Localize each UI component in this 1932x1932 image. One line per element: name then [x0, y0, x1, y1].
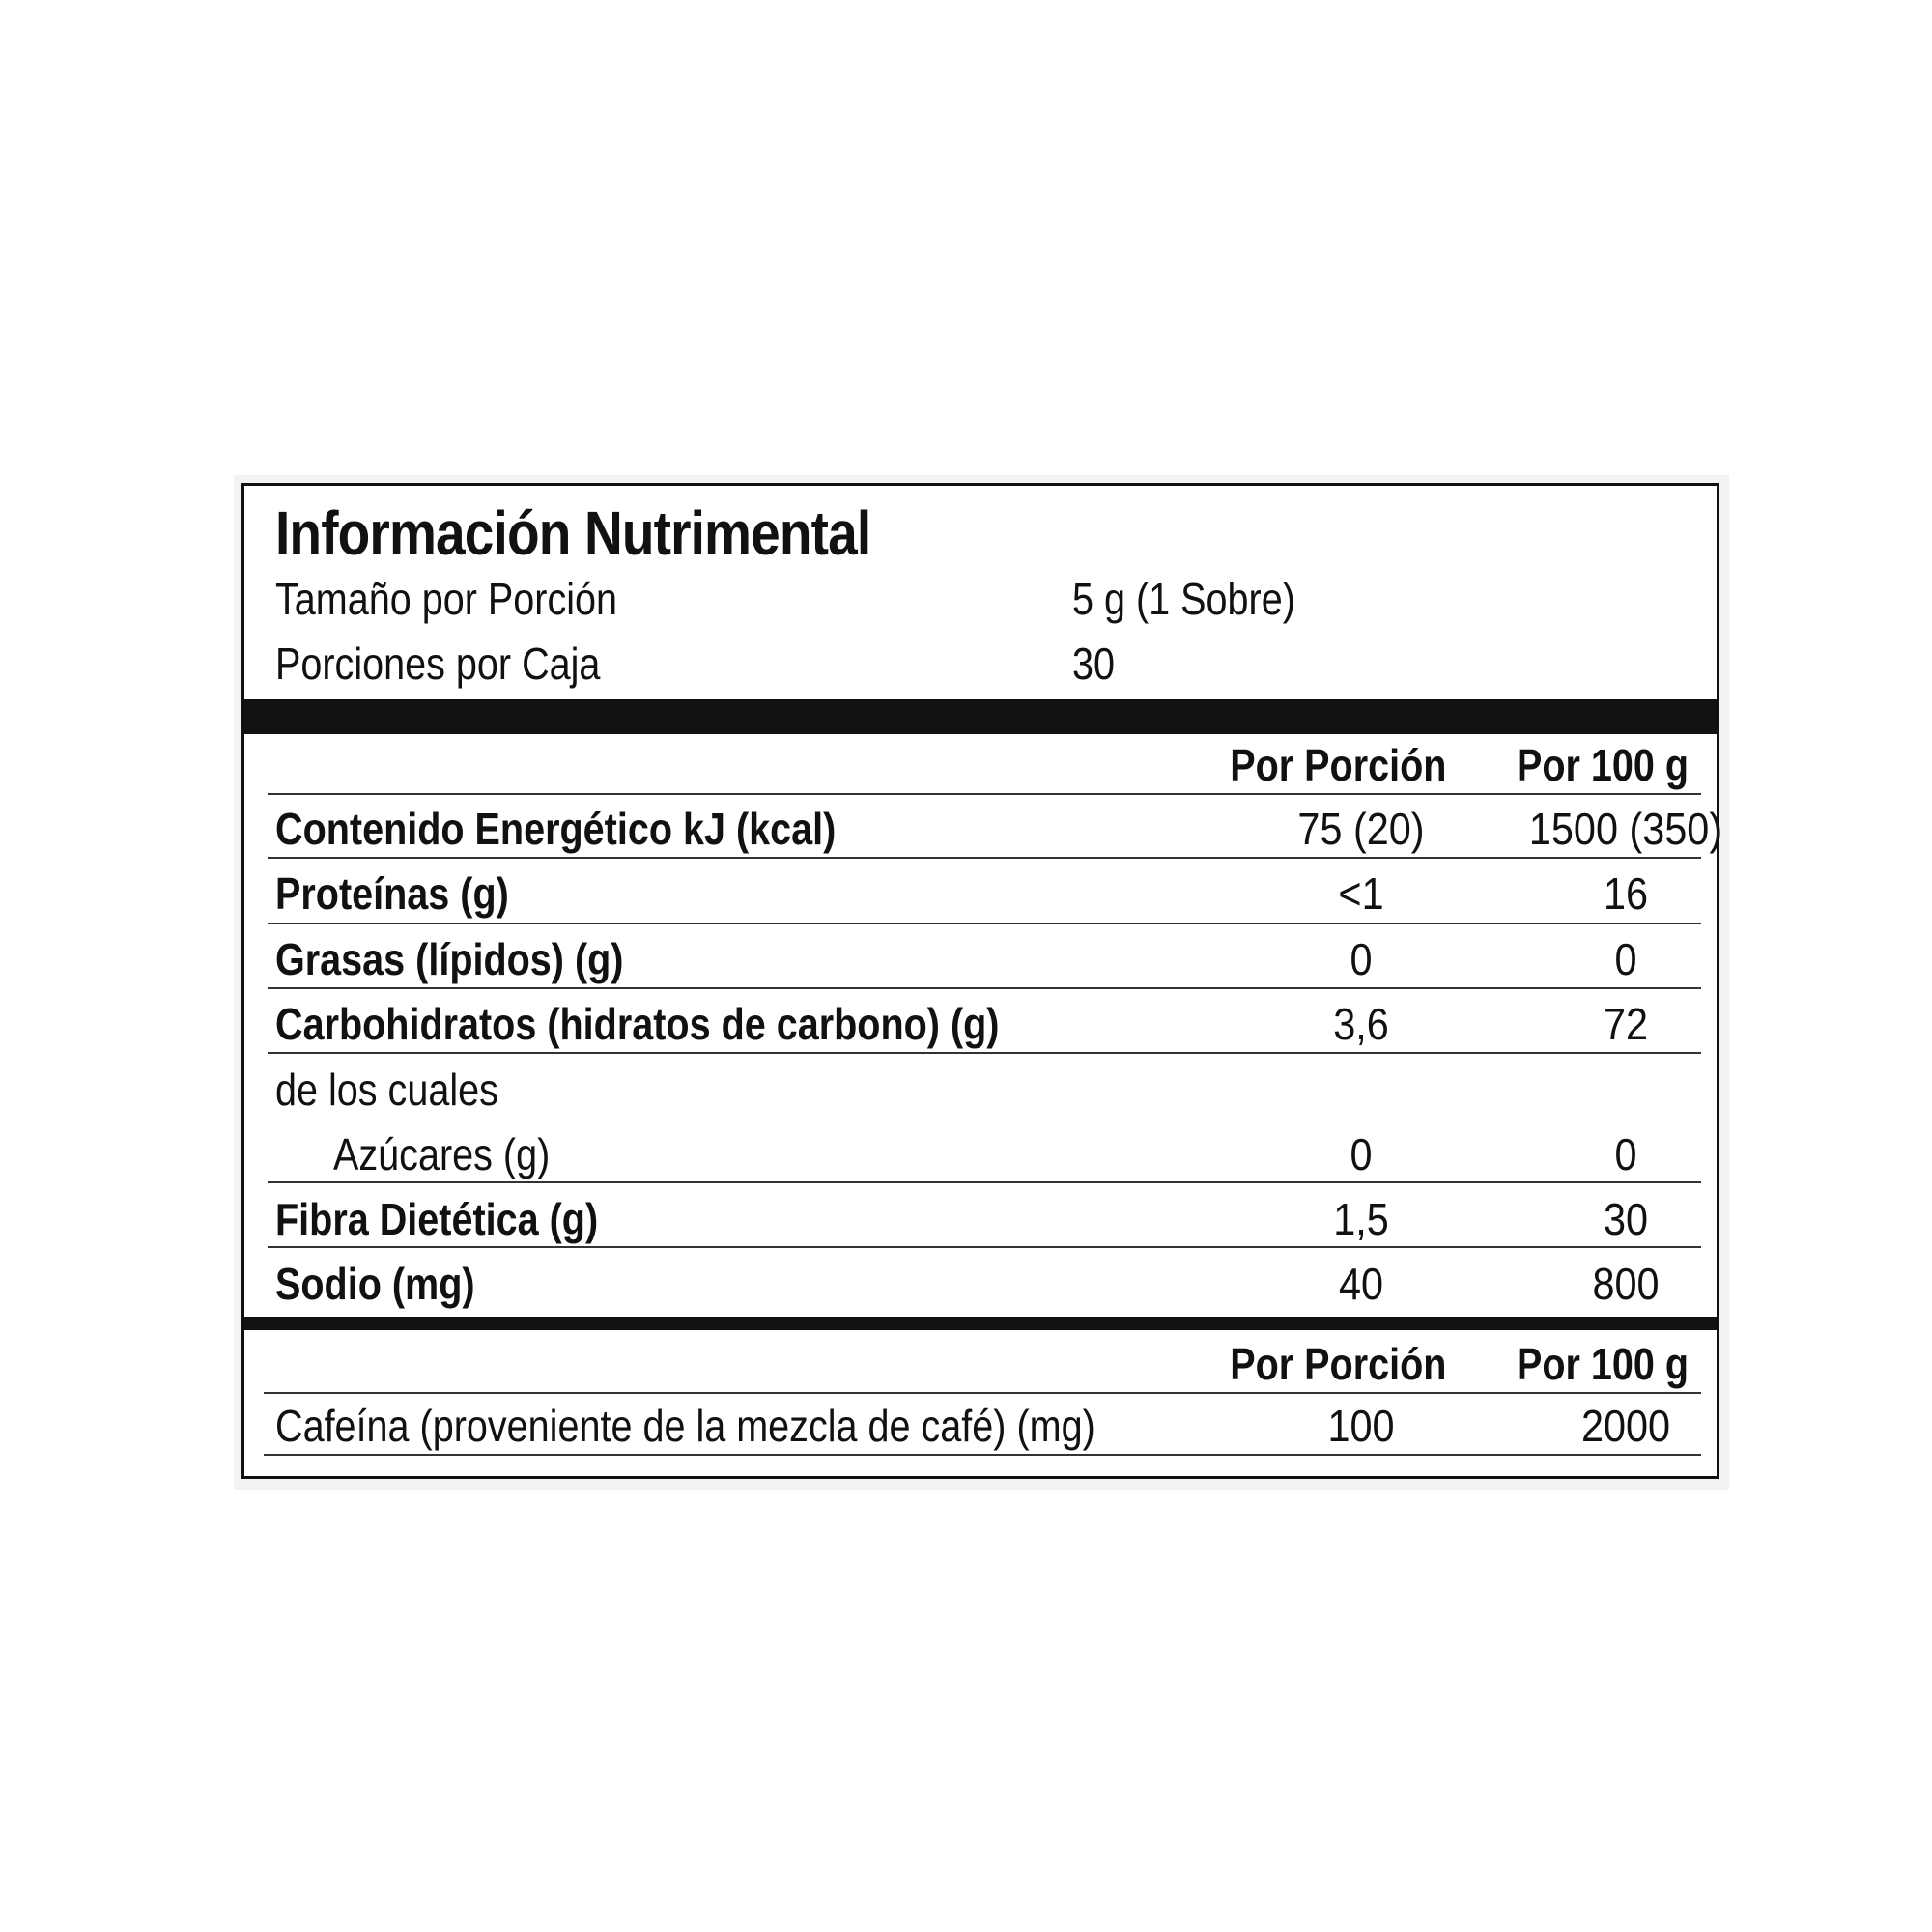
nutrient-per-serving: <1	[1338, 868, 1384, 919]
nutrient-name: de los cuales	[275, 1065, 498, 1115]
nutrition-facts-panel	[242, 483, 1723, 1479]
nutrient-name: Proteínas (g)	[275, 868, 509, 919]
nutrient-per-serving: 75 (20)	[1297, 804, 1425, 854]
nutrient-per-100g: 0	[1614, 1129, 1637, 1179]
divider-rule	[268, 857, 1701, 859]
nutrient-row-sodium	[268, 1254, 1701, 1318]
nutrient-per-100g: 16	[1603, 868, 1649, 919]
nutrient-per-serving: 0	[1350, 1129, 1373, 1179]
divider-rule	[264, 1392, 1701, 1394]
divider-rule	[268, 1052, 1701, 1054]
caffeine-header-per-100g: Por 100 g	[1516, 1339, 1690, 1389]
divider-rule	[268, 923, 1701, 924]
nutrient-name: Sodio (mg)	[275, 1259, 475, 1309]
nutrient-name: Azúcares (g)	[333, 1129, 551, 1179]
section-divider-bar	[244, 699, 1717, 734]
caffeine-header-per-serving: Por Porción	[1230, 1339, 1447, 1389]
caffeine-row	[268, 1396, 1701, 1460]
divider-rule	[268, 987, 1701, 989]
nutrient-row-fat	[268, 929, 1701, 993]
column-header-per-100g: Por 100 g	[1516, 740, 1690, 790]
caffeine-per-100g: 2000	[1580, 1401, 1671, 1451]
divider-rule	[268, 1246, 1701, 1248]
nutrient-row-of-which	[268, 1060, 1701, 1123]
panel-title: Información Nutrimental	[275, 498, 871, 568]
nutrient-name: Fibra Dietética (g)	[275, 1194, 599, 1244]
nutrient-name: Contenido Energético kJ (kcal)	[275, 804, 837, 854]
nutrient-row-fiber	[268, 1189, 1701, 1253]
divider-rule	[268, 793, 1701, 795]
column-header-per-serving: Por Porción	[1230, 740, 1447, 790]
servings-per-box-label: Porciones por Caja	[275, 639, 601, 689]
serving-size-label: Tamaño por Porción	[275, 574, 618, 624]
serving-size-value: 5 g (1 Sobre)	[1072, 574, 1295, 624]
caffeine-name: Cafeína (proveniente de la mezcla de café) (mg)	[275, 1401, 1095, 1451]
nutrient-per-serving: 1,5	[1333, 1194, 1389, 1244]
nutrient-per-100g: 800	[1592, 1259, 1660, 1309]
caffeine-per-serving: 100	[1327, 1401, 1395, 1451]
divider-rule	[268, 1181, 1701, 1183]
section-divider-bar	[244, 1317, 1717, 1330]
nutrient-name: Carbohidratos (hidratos de carbono) (g)	[275, 999, 1000, 1049]
divider-rule	[264, 1454, 1701, 1456]
nutrient-per-serving: 3,6	[1333, 999, 1389, 1049]
nutrient-per-100g: 1500 (350)	[1528, 804, 1723, 854]
nutrient-row-energy	[268, 799, 1723, 863]
nutrient-per-100g: 72	[1603, 999, 1649, 1049]
nutrient-row-sugars	[268, 1124, 1701, 1188]
servings-per-box-value: 30	[1072, 639, 1116, 689]
nutrient-row-protein	[268, 864, 1701, 927]
nutrient-per-serving: 0	[1350, 934, 1373, 984]
nutrient-per-100g: 30	[1603, 1194, 1649, 1244]
nutrient-per-100g: 0	[1614, 934, 1637, 984]
nutrient-row-carbohydrates	[268, 994, 1701, 1058]
nutrient-per-serving: 40	[1338, 1259, 1384, 1309]
nutrient-name: Grasas (lípidos) (g)	[275, 934, 624, 984]
